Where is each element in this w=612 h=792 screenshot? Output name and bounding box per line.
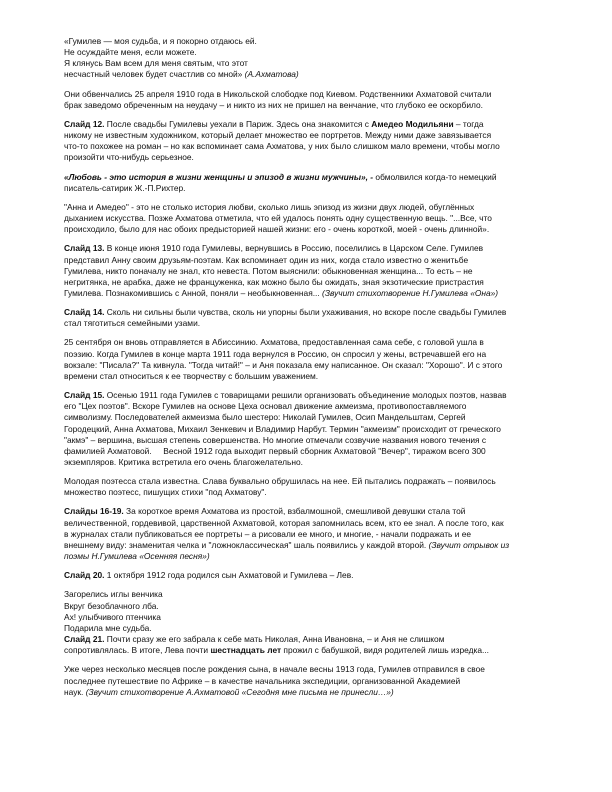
text-line bbox=[64, 506, 548, 517]
slide-label: Слайд 12. bbox=[64, 118, 105, 129]
text-line bbox=[64, 172, 548, 183]
poem-attribution: (А.Ахматова) bbox=[244, 69, 299, 80]
paragraph-slide-20 bbox=[64, 570, 548, 581]
text-run: За короткое время Ахматова из простой, взбалмошной, смешливой девушки стала той bbox=[123, 506, 466, 517]
paragraph-abyssinia bbox=[64, 337, 548, 382]
text-line: символизму. Последователей акмеизма было шестеро: Николай Гумилев, Осип Мандельштам, Сергей bbox=[64, 412, 466, 423]
bold-italic-quote: «Любовь - это история в жизни женщины и эпизод в жизни мужчины», - bbox=[64, 171, 374, 182]
poem-line: Я клянусь Вам всем для меня святым, что этот bbox=[64, 58, 248, 69]
text-line: стал тяготиться семейными узами. bbox=[64, 318, 201, 329]
slide-label: Слайды 16-19. bbox=[64, 506, 124, 517]
text-run: Почти сразу же его забрала к себе мать Николая, Анна Ивановна, – и Аня не слишком bbox=[104, 634, 445, 645]
text-run: наук. bbox=[64, 686, 86, 697]
paragraph-slide-14 bbox=[64, 307, 548, 329]
slide-label: Слайд 20. bbox=[64, 570, 105, 581]
text-line: "Анна и Амедео" - это не столько история любви, сколько лишь эпизод из жизни двух людей, обуглённых bbox=[64, 201, 475, 212]
paragraph-slide-21 bbox=[64, 634, 548, 656]
poem-line: «Гумилев — моя судьба, и я покорно отдаюсь ей. bbox=[64, 36, 257, 46]
paragraph-anna-amedeo bbox=[64, 202, 548, 235]
text-line: его "Цех поэтов". Вскоре Гумилев на основе Цеха основал движение акмеизма, противопоставляемого bbox=[64, 401, 467, 412]
paragraph-africa bbox=[64, 664, 548, 697]
text-line: вокзале: "Писала?" Та кивнула. "Тогда читай!" – и Аня показала ему написанное. Он сказал: "Хорошо". И с этого bbox=[64, 359, 503, 370]
text-run: прожил с бабушкой, видя родителей лишь изредка... bbox=[281, 645, 489, 656]
stage-direction: поэмы Н.Гумилева «Осенняя песня») bbox=[64, 551, 210, 562]
text-line: Они обвенчались 25 апреля 1910 года в Никольской слободке под Киевом. Родственники Ахматовой считали bbox=[64, 88, 492, 99]
text-line bbox=[64, 288, 548, 299]
text-line: происходило, было для нас обоих предысторией нашей жизни: его - очень короткой, моей - очень длинной». bbox=[64, 224, 490, 235]
text-line: последнее путешествие по Африке – в качестве начальника экспедиции, организованной Академией bbox=[64, 675, 461, 686]
text-run: Гумилева. Познакомившись с Анной, поняли – необыкновенная... bbox=[64, 287, 323, 298]
text-line: Городецкий, Анна Ахматова, Михаил Зенкевич и Владимир Нарбут. Термин "акмеизм" происходит от греческого bbox=[64, 423, 501, 434]
poem-line: Загорелись иглы венчика bbox=[64, 589, 163, 600]
text-run: сопротивлялась. В итоге, Лева почти bbox=[64, 645, 211, 656]
slide-label: Слайд 15. bbox=[64, 390, 105, 401]
text-line bbox=[64, 687, 548, 698]
poem-crown bbox=[64, 589, 548, 634]
paragraph-slide-12 bbox=[64, 119, 548, 164]
text-line: величественной, гордевивой, царственной Ахматовой, которая запомнилась всем, кто ее знал. А после того, как bbox=[64, 517, 504, 528]
text-line: никому не известным художником, который делает множество ее портретов. Между ними даже завязывается bbox=[64, 130, 492, 141]
text-run: В конце июня 1910 года Гумилевы, вернувшись в Россию, поселились в Царском Селе. Гумилев bbox=[104, 243, 484, 254]
poem-line: Ах! улыбчивого птенчика bbox=[64, 611, 161, 622]
text-line: Гумилева, никто поначалу не знал, кто невеста. Потом выяснили: обыкновенная женщина... То есть – не bbox=[64, 265, 473, 276]
text-run: После свадьбы Гумилевы уехали в Париж. Здесь она знакомится с bbox=[104, 118, 372, 129]
text-run: Сколь ни сильны были чувства, сколь ни упорны были ухаживания, но вскоре после свадьбы Гумилев bbox=[104, 307, 507, 318]
poem-line: Не осуждайте меня, если можете. bbox=[64, 47, 197, 58]
poem-quote-gumilev-fate bbox=[64, 36, 548, 81]
text-line: брак заведомо обреченным на неудачу – и никто из них не пришел на венчание, что глубоко ее оскорбило. bbox=[64, 99, 483, 110]
text-line: что-то похожее на роман – но как вспоминает сама Ахматова, у них было слишком мало времени, чтобы могло bbox=[64, 141, 500, 152]
text-line: времени стал относиться к ее творчеству с большим уважением. bbox=[64, 370, 319, 381]
document-body bbox=[64, 36, 548, 706]
poem-line-text: несчастный человек будет счастлив со мной» bbox=[64, 69, 245, 80]
slide-label: Слайд 13. bbox=[64, 243, 105, 254]
slide-label: Слайд 14. bbox=[64, 307, 105, 318]
poem-line bbox=[64, 69, 548, 80]
text-line: фамилией Ахматовой. Весной 1912 года выходит первый сборник Ахматовой "Вечер", тиражом всего 300 bbox=[64, 445, 486, 456]
text-line: дыханием искусства. Позже Ахматова отметила, что ей удалось понять одну существенную вещь. "...Все, что bbox=[64, 213, 492, 224]
text-run: обмолвился когда-то немецкий bbox=[373, 171, 497, 182]
text-line: представил Анну своим друзьям-поэтам. Как вспоминает один из них, когда стало известно о женитьбе bbox=[64, 254, 469, 265]
poem-line: Подарила мне судьба. bbox=[64, 622, 152, 633]
stage-direction: (Звучит стихотворение А.Ахматовой «Сегодня мне письма не принесли…») bbox=[85, 686, 394, 697]
text-line: Молодая поэтесса стала известна. Слава буквально обрушилась на нее. Ей пытались подражать – появилось bbox=[64, 476, 496, 487]
paragraph-love-quote bbox=[64, 172, 548, 194]
text-line: 25 сентября он вновь отправляется в Абиссинию. Ахматова, предоставленная сама себе, с головой ушла в bbox=[64, 337, 484, 348]
text-line: экземпляров. Критика встретила его очень благожелательно. bbox=[64, 457, 303, 467]
stage-direction: (Звучит отрывок из bbox=[428, 539, 510, 550]
text-line: негритянка, не арабка, даже не француженка, как можно было бы ожидать, зная экзотические пристрастия bbox=[64, 276, 484, 287]
text-line bbox=[64, 390, 548, 401]
stage-direction: (Звучит стихотворение Н.Гумилева «Она») bbox=[322, 287, 499, 298]
paragraph-slide-13 bbox=[64, 243, 548, 299]
text-line: Уже через несколько месяцев после рождения сына, в начале весны 1913 года, Гумилев отправился в свое bbox=[64, 664, 485, 675]
text-run: 1 октября 1912 года родился сын Ахматовой и Гумилева – Лев. bbox=[104, 570, 354, 581]
text-run: – тогда bbox=[453, 118, 484, 129]
text-run: внешнему виду: знаменитая челка и "ложноклассическая" шаль появились у каждой второй. bbox=[64, 539, 429, 550]
text-line bbox=[64, 307, 548, 318]
text-line bbox=[64, 540, 548, 551]
text-line bbox=[64, 243, 548, 254]
paragraph-wedding bbox=[64, 89, 548, 111]
bold-emphasis: шестнадцать лет bbox=[210, 645, 282, 656]
text-run: Осенью 1911 года Гумилев с товарищами решили организовать объединение молодых поэтов, назвав bbox=[104, 390, 507, 401]
paragraph-fame bbox=[64, 476, 548, 498]
text-line bbox=[64, 119, 548, 130]
slide-label: Слайд 21. bbox=[64, 634, 105, 645]
poem-line: Вкруг безоблачного лба. bbox=[64, 600, 159, 611]
bold-name: Амедео Модильяни bbox=[371, 118, 454, 129]
text-line: множество поэтесс, пишущих стихи "под Ахматову". bbox=[64, 487, 267, 498]
text-line bbox=[64, 634, 548, 645]
paragraph-slides-16-19 bbox=[64, 506, 548, 562]
text-line bbox=[64, 645, 548, 656]
text-line: произойти что-нибудь серьезное. bbox=[64, 152, 194, 163]
text-line bbox=[64, 570, 548, 581]
text-line: писатель-сатирик Ж.-П.Рихтер. bbox=[64, 182, 186, 193]
text-line: поэзию. Когда Гумилев в конце марта 1911 года вернулся в Россию, он спросил у жены, встречавшей его на bbox=[64, 348, 487, 359]
text-line: в журналах стали публиковаться ее портреты – а рисовали ее много, и многие, - начали подражать и ее bbox=[64, 528, 472, 539]
paragraph-slide-15 bbox=[64, 390, 548, 468]
text-line: "акмэ" – вершина, высшая степень совершенства. Но многие отмечали созвучие названия нового течения с bbox=[64, 434, 487, 445]
